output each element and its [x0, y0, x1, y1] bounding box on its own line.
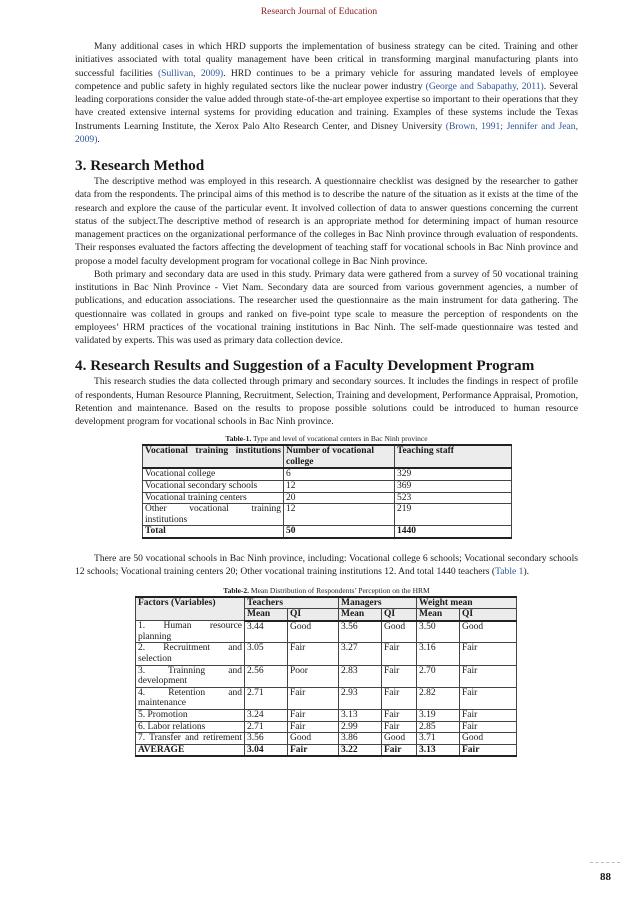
- table-2: [135, 596, 517, 758]
- table-cell: 5. Promotion: [136, 709, 245, 721]
- table-cell: 2.56: [245, 665, 288, 687]
- section-4-paragraph-2-end: ).: [523, 566, 530, 578]
- intro-text-2: . HRD continues to be a primary vehicle for assuring mandated levels of employee competence and public safety in highly regulated sectors like the nuclear power industry: [75, 67, 578, 92]
- table-cell: Fair: [460, 709, 517, 721]
- table-cell: Fair: [382, 709, 417, 721]
- table-1-caption-label: Table-1.: [225, 434, 252, 444]
- intro-text-1: Many additional cases in which HRD supports the implementation of business strategy can be cited. Training and other initiatives associated with total quality management have been critical in transforming marginal manufacturing plants into successful facilities: [75, 41, 578, 79]
- table-2-header-cell: Mean: [417, 609, 460, 621]
- table-row: [136, 621, 517, 643]
- table-1-header-cell: Teaching staff: [395, 445, 512, 468]
- table-cell: 3.13: [417, 744, 460, 756]
- table-row: [136, 665, 517, 687]
- table-row: [143, 504, 512, 526]
- page-number: 88: [600, 871, 611, 883]
- table-cell: 3.24: [245, 709, 288, 721]
- table-row: [143, 492, 512, 504]
- table-2-header-cell: Mean: [245, 609, 288, 621]
- table-cell: 2.83: [339, 665, 382, 687]
- table-cell: Good: [382, 733, 417, 745]
- table-2-header-cell: QI: [288, 609, 339, 621]
- table-2-header-cell: Teachers: [245, 597, 339, 609]
- table-cell: Total: [143, 526, 284, 538]
- table-2-caption-text: Mean Distribution of Respondents’ Perception on the HRM: [249, 585, 430, 595]
- table-cell: 219: [395, 504, 512, 526]
- table-cell: Fair: [288, 687, 339, 709]
- table-cell: Fair: [382, 665, 417, 687]
- table-1-header-cell: Number of vocational college: [284, 445, 395, 468]
- table-2-header-cell: Mean: [339, 609, 382, 621]
- table-cell: 6. Labor relations: [136, 721, 245, 733]
- citation-sullivan[interactable]: (Sullivan, 2009): [157, 67, 224, 79]
- table-cell-text: 4. Retention and maintenance: [138, 687, 242, 709]
- table-1-total-row: [143, 526, 512, 538]
- table-cell: [136, 643, 245, 665]
- table-cell: 3.50: [417, 621, 460, 643]
- table-1: [142, 444, 512, 539]
- table-cell: [136, 621, 245, 643]
- table-cell: Fair: [288, 643, 339, 665]
- table-1-caption: [75, 434, 578, 444]
- table-1-caption-text: Type and level of vocational centers in Bac Ninh province: [251, 434, 428, 444]
- table-cell: 2.93: [339, 687, 382, 709]
- table-cell: Good: [460, 733, 517, 745]
- table-row: [136, 687, 517, 709]
- section-4-heading: 4. Research Results and Suggestion of a Faculty Development Program: [75, 357, 535, 375]
- table-2-average-row: [136, 744, 517, 756]
- table-cell: Good: [288, 621, 339, 643]
- intro-paragraph: [75, 40, 578, 146]
- table-cell: 3.05: [245, 643, 288, 665]
- table-cell: 1440: [395, 526, 512, 538]
- table-cell: Fair: [382, 721, 417, 733]
- table-cell: [136, 665, 245, 687]
- table-cell: Fair: [288, 721, 339, 733]
- table-cell: 2.82: [417, 687, 460, 709]
- table-cell: 3.71: [417, 733, 460, 745]
- table-cell: 3.19: [417, 709, 460, 721]
- table-cell: Fair: [460, 721, 517, 733]
- table-cell: Vocational training centers: [143, 492, 284, 504]
- journal-header: Research Journal of Education: [260, 7, 378, 17]
- table-cell: 2.71: [245, 721, 288, 733]
- table-cell: 3.44: [245, 621, 288, 643]
- table-cell: 2.99: [339, 721, 382, 733]
- table-cell: [143, 504, 284, 526]
- table-row: [143, 481, 512, 493]
- table-cell: 3.27: [339, 643, 382, 665]
- table-cell: Poor: [288, 665, 339, 687]
- section-3-heading: 3. Research Method: [75, 157, 205, 174]
- table-cell: Fair: [460, 744, 517, 756]
- table-cell: 2.70: [417, 665, 460, 687]
- table-cell: 6: [284, 468, 395, 480]
- table-cell: Fair: [382, 744, 417, 756]
- table-row: [143, 468, 512, 480]
- section-4-paragraph-2-text: There are 50 vocational schools in Bac Ninh province, including: Vocational college 6 schools; Vocational secondary schools 12 schools; Vocational training centers 20; Other vocational training institutions 12. And total 1440 teachers (: [75, 553, 578, 578]
- table-cell: Fair: [460, 665, 517, 687]
- section-3-paragraph-1: The descriptive method was employed in this research. A questionnaire checklist was designed by the researcher to gather data from the respondents. The principal aims of this method is to describe the nature of the situation as it exists at the time of the research and explore the cause of the particular event. It involved collection of data to answer questions concerning the current status of the subject.The descriptive method of research is an appropriate method for determining impact of human resource management practices on the organizational performance of the colleges in Bac Ninh province through evaluation of respondents. Their responses evaluated the factors affecting the development of teaching staff for vocational schools in Bac Ninh province and propose a model faculty development program for vocational college in Bac Ninh province.: [75, 176, 578, 267]
- table-cell: [136, 687, 245, 709]
- table-cell: Good: [460, 621, 517, 643]
- table-cell-text: 1. Human resource planning: [138, 621, 242, 642]
- table-1-header-row: [143, 445, 512, 468]
- table-cell: 2.71: [245, 687, 288, 709]
- table-2-caption: [75, 586, 578, 596]
- section-4-paragraph-2: [75, 552, 578, 579]
- table-cell: 50: [284, 526, 395, 538]
- table-cell: 329: [395, 468, 512, 480]
- table-2-header-cell: QI: [460, 609, 517, 621]
- table-2-caption-label: Table-2.: [223, 585, 250, 595]
- table-2-group-header-row: [136, 597, 517, 609]
- table-cell: Fair: [460, 643, 517, 665]
- table-cell-text: 7. Transfer and retirement: [138, 733, 242, 744]
- page-number-divider: [590, 862, 620, 863]
- table-cell: Fair: [382, 643, 417, 665]
- table-cell-text: Other vocational training institutions: [145, 504, 281, 525]
- table-cell: Fair: [288, 709, 339, 721]
- table-cell: 3.56: [339, 621, 382, 643]
- intro-text-4: .: [97, 133, 100, 145]
- page-content: [75, 40, 578, 757]
- table-row: [136, 643, 517, 665]
- citation-george[interactable]: (George and Sabapathy, 2011): [425, 80, 544, 92]
- table-1-header-cell: [143, 445, 284, 468]
- table-cell: AVERAGE: [136, 744, 245, 756]
- table-cell: 12: [284, 504, 395, 526]
- table-cell: 2.85: [417, 721, 460, 733]
- table-2-header-cell: QI: [382, 609, 417, 621]
- table-cell: 369: [395, 481, 512, 493]
- table-cell: 3.22: [339, 744, 382, 756]
- table-cell: Fair: [460, 687, 517, 709]
- table-2-header-cell: Managers: [339, 597, 417, 609]
- table-cell: 3.13: [339, 709, 382, 721]
- table-cell-text: 2. Recruitment and selection: [138, 643, 242, 664]
- table-cell: Good: [382, 621, 417, 643]
- table-cell: 3.56: [245, 733, 288, 745]
- table-1-header-text: Vocational training institutions: [145, 446, 281, 457]
- table-cell: 3.86: [339, 733, 382, 745]
- table-cell: Good: [288, 733, 339, 745]
- table-cell: 20: [284, 492, 395, 504]
- table-cell: Fair: [288, 744, 339, 756]
- table-cell: Fair: [382, 687, 417, 709]
- intro-text-3: . Several leading corporations consider the value added through state-of-the-art employee expertise so important to their operations that they have created extensive internal systems for providing education and training. Examples of these systems include the Texas Instruments Learning Institute, the Xerox Palo Alto Research Center, and Disney University: [75, 80, 578, 132]
- table-cell: [136, 733, 245, 745]
- table-row: [136, 709, 517, 721]
- section-3-paragraph-2: Both primary and secondary data are used in this study. Primary data were gathered from a survey of 50 vocational training institutions in Bac Ninh Province - Viet Nam. Secondary data are sourced from various government agencies, a number of publications, and education associations. The researcher used the questionnaire as the main instrument for data gathering. The questionnaire was collated in groups and ranked on five-point type scale to measure the perception of respondents on the employees’ HRM practices of the vocational training institutions in Bac Ninh. The self-made questionnaire was tested and validated by experts. This was used as primary data collection device.: [75, 268, 578, 346]
- table-cell: 3.16: [417, 643, 460, 665]
- table-2-header-cell: Factors (Variables): [136, 597, 245, 621]
- citation-brown[interactable]: (Brown, 1991; Jennifer and Jean, 2009): [75, 120, 578, 145]
- table-row: [136, 721, 517, 733]
- table-cell: Vocational college: [143, 468, 284, 480]
- table-cell: Vocational secondary schools: [143, 481, 284, 493]
- table-2-header-cell: Weight mean: [417, 597, 517, 609]
- section-4-paragraph-1: This research studies the data collected through primary and secondary sources. It includes the findings in respect of profile of respondents, Human Resource Planning, Recruitment, Selection, Training and development, Performance Appraisal, Promotion, Retention and maintenance. Based on the results to propose possible solutions could be introduced to human resource development program for vocational schools in Bac Ninh province.: [75, 376, 578, 427]
- table-cell: 523: [395, 492, 512, 504]
- table-cell: 12: [284, 481, 395, 493]
- table-cell: 3.04: [245, 744, 288, 756]
- table-cell-text: 3. Trainning and development: [138, 665, 242, 687]
- table-row: [136, 733, 517, 745]
- table-1-reference-link[interactable]: Table 1: [495, 566, 524, 578]
